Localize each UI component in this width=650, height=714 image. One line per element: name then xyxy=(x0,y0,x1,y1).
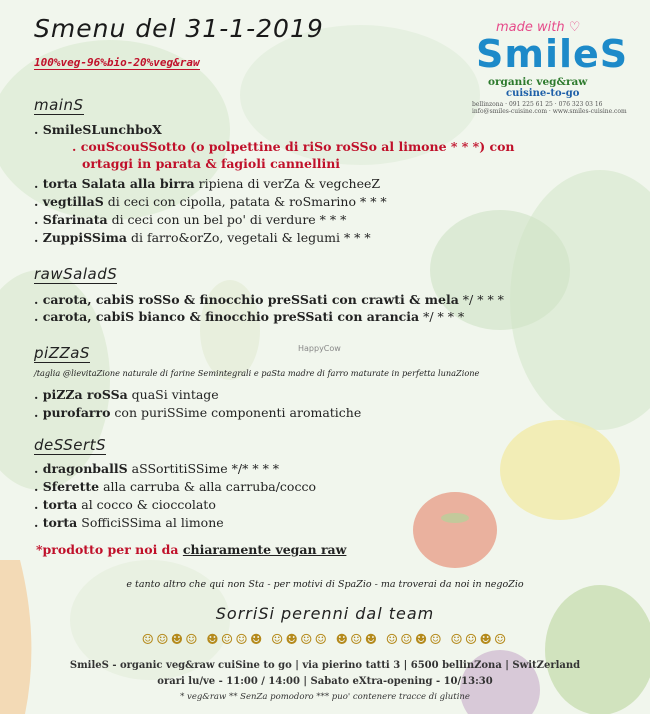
footer-hours: orari lu/ve - 11:00 / 14:00 | Sabato eXtra-opening - 10/13:30 xyxy=(157,676,493,687)
team-smileys: ☺☺☻☺ ☻☺☺☻ ☺☻☺☺ ☻☺☻ ☺☺☻☺ ☺☺☻☺ xyxy=(141,632,509,648)
menu-item-lunchbox-b: ortaggi in parata & fagioli cannellini xyxy=(82,156,341,171)
section-heading-mains: mainS xyxy=(34,96,84,114)
menu-item: . dragonballS aSSortitiSSime */* * * * xyxy=(34,461,280,476)
slogan: SorriSi perenni dal team xyxy=(215,604,435,623)
footer-legend: * veg&raw ** SenZa pomodoro *** puo' contenere tracce di glutine xyxy=(180,692,470,702)
menu-item: . ZuppiSSima di farro&orZo, vegetali & legumi * * * xyxy=(34,230,371,245)
logo-contact2: info@smiles-cuisine.com · www.smiles-cuisine.com xyxy=(472,108,627,115)
menu-item: . torta SofficiSSima al limone xyxy=(34,515,224,530)
smiles-logo xyxy=(462,20,642,116)
raw-note: *prodotto per noi da chiaramente vegan raw xyxy=(36,542,347,557)
more-note: e tanto altro che qui non Sta - per motivi di SpaZio - ma troverai da noi in negoZio xyxy=(126,579,524,590)
page-title: Smenu del 31-1-2019 xyxy=(34,14,324,43)
heart-icon: ♡ xyxy=(568,20,581,35)
pizza-note: /taglia @lievitaZione naturale di farine Semintegrali e paSta madre di farro maturate in perfetta lunaZione xyxy=(34,368,480,378)
menu-item-lunchbox-a: . couScouSSotto (o polpettine di riSo roSSo al limone * * *) con xyxy=(72,139,515,154)
logo-line2: cuisine-to-go xyxy=(506,88,580,99)
page-subtitle: 100%veg-96%bio-20%veg&raw xyxy=(34,56,200,69)
menu-item: . Sferette alla carruba & alla carruba/cocco xyxy=(34,479,316,494)
logo-line1: organic veg&raw xyxy=(488,76,588,88)
menu-item: . carota, cabiS bianco & finocchio preSSati con arancia */ * * * xyxy=(34,309,465,324)
section-heading-salads: rawSaladS xyxy=(34,265,118,283)
happycow-watermark: HappyCow xyxy=(298,344,341,353)
section-heading-pizzas: piZZaS xyxy=(34,344,90,362)
menu-item: . carota, cabiS roSSo & finocchio preSSati con crawti & mela */ * * * xyxy=(34,292,504,307)
logo-contact1: bellinzona · 091 225 61 25 · 076 323 03 16 xyxy=(472,101,603,108)
logo-tagline: made with ♡ xyxy=(496,20,581,35)
menu-item: . torta Salata alla birra ripiena di verZa & vegcheeZ xyxy=(34,176,381,191)
menu-item: . torta al cocco & cioccolato xyxy=(34,497,216,512)
section-heading-desserts: deSSertS xyxy=(34,436,107,454)
menu-item-lunchbox: . SmileSLunchboX xyxy=(34,122,162,137)
menu-item: . Sfarinata di ceci con un bel po' di verdure * * * xyxy=(34,212,347,227)
menu-item: . piZZa roSSa quaSi vintage xyxy=(34,387,219,402)
menu-item: . purofarro con puriSSime componenti aromatiche xyxy=(34,405,362,420)
footer-address: SmileS - organic veg&raw cuiSine to go | via pierino tatti 3 | 6500 bellinZona | SwitZerland xyxy=(69,660,581,671)
logo-name: SmileS xyxy=(476,32,629,76)
menu-item: . vegtillaS di ceci con cipolla, patata & roSmarino * * * xyxy=(34,194,387,209)
